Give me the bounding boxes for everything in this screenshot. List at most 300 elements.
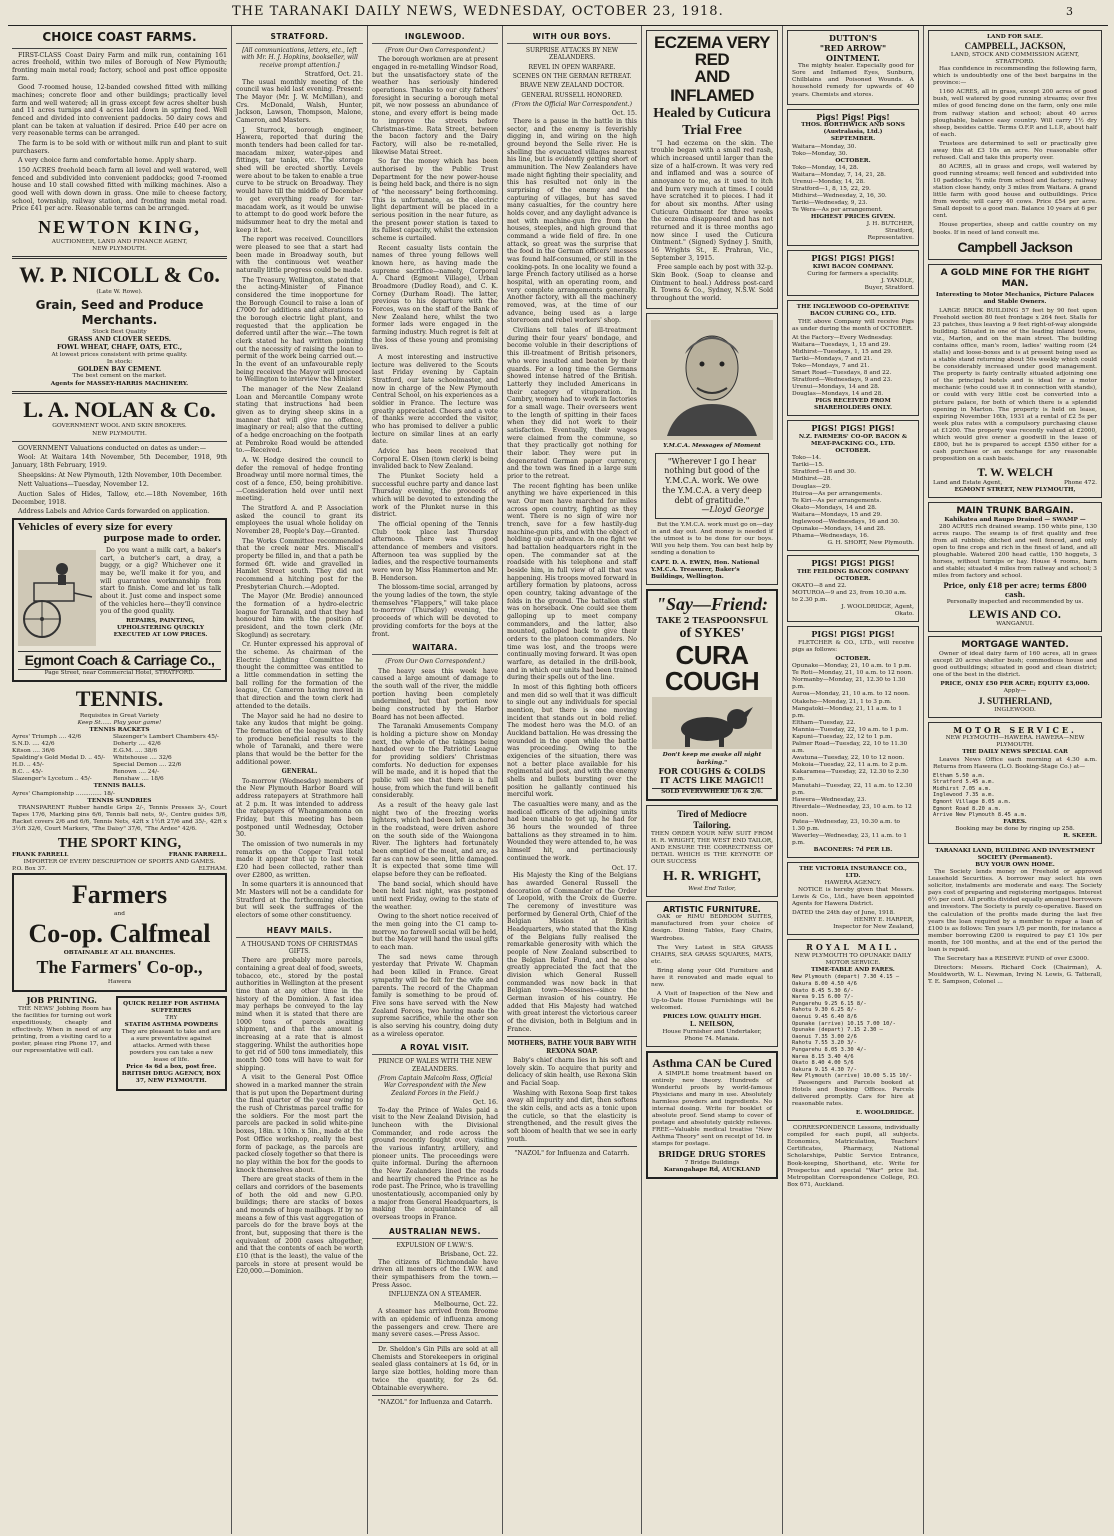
timetable-row: Eltham 5.50 a.m.: [933, 772, 985, 779]
tennis-left-list: [12, 734, 107, 783]
pig-schedule-row: Te Kiri—As per arrangements.: [792, 497, 882, 504]
pig-schedule-row: Eltham—Tuesday, 22.: [792, 719, 856, 726]
asth-2: A SIMPLE home treatment based on entirely new theory. Hundreds of Wonderful proofs by world-famous Physicians and many in use. Absolutely harmless powders and ingredients. No internal dosing. Write for booklet of absolute proof. Send stamp to cover of postage and absolutely quickly relieves. FREE—Valuable medical treatise "New Asthma Theory" sent on receipt of 1d. in stamps for postage.: [652, 1070, 772, 1148]
ymca-quote-box: [655, 453, 769, 520]
correspondence-ad: CORRESPONDENCE Lessons, individually compiled for each pupil, all subjects. Economics, Matriculation, Teachers' Certificates, Pharmacy, National Scholarships, Public Service Entrance, Book-keeping, Shorthand, etc. Write for Prospectus and special "War" price list. Metropolitan Correspondence College, P.O. Box 671, Auckland.: [787, 1125, 919, 1188]
boys-p5: The casualties were many, and as the medical officers of the adjoining units had been unable to get up, he had for 36 hours the wounded of three battalions as they streamed in to him. Wounded they were attended to, he was himself hit, and pertinaciously continued the work.: [507, 801, 637, 862]
pig-schedule-row: Douglas—Mondays, 14 and 28.: [792, 391, 884, 398]
sykes-1: "Say—Friend:: [656, 593, 768, 614]
rexona-p7: Baby's chief charm lies in his soft and lovely skin. To acquire that purity and delicacy of skin health, use Rexona Skin and Facial Soap.: [507, 1056, 637, 1087]
choice-title: CHOICE COAST FARMS.: [42, 30, 197, 44]
building-society-ad: [928, 848, 1102, 986]
mort-body: Owner of ideal dairy farm of 160 acres, all in grass except 20 acres shelter bush; commodious house and good outbuildings; situated in good and clean district; one of the best in the district.: [933, 651, 1097, 679]
motor-head: MOTOR SERVICE.: [953, 724, 1077, 735]
art-2: The Very Latest in SEA GRASS CHAIRS, SEA GRASS SQUARES, MATS, etc.: [651, 944, 773, 965]
nicoll-l3: FOWL WHEAT, CHAFF, OATS, ETC.,: [56, 344, 183, 352]
p1-sig3: Representative.: [867, 235, 914, 242]
bs-head: TARANAKI LAND, BUILDING AND INVESTMENT SOCIETY (Permanent).: [935, 847, 1095, 862]
expulsion-head: EXPULSION OF I.W.W.'S.: [396, 1241, 474, 1249]
p1-sig: J. H. BUTCHER,: [866, 221, 914, 228]
pig-schedule-row: Toko—Monday, 14, 28.: [792, 164, 859, 171]
stratford-title: STRATFORD.: [236, 32, 363, 44]
rm-sub: NEW PLYMOUTH TO OPUNAKE DAILY MOTOR SERVICE.: [794, 953, 912, 967]
inglewood-p2: So far the money which has been authorised by the Public Trust Department for the new power-house is being held back, and there is no sign of "the necessary" being forthcoming. This is unfortunate, as the electric light department will be placed in a serious position in the near future, as the present power station is taxed to its fullest capacity, whilst the extension scheme is curtailed.: [372, 158, 498, 242]
pig-schedule-row: At the Factory—Every Wednesday.: [792, 334, 893, 341]
waitara-w4: The band social, which should have been held last night, was postponed until next Friday, owing to the state of the weather.: [372, 880, 498, 911]
p3-note: PIGS RECEIVED FROM SHAREHOLDERS ONLY.: [814, 398, 892, 412]
pig-schedule-row: Opunake—Mondays, 14 and 28.: [792, 525, 886, 532]
farrell-left: FRANK FARRELL: [12, 851, 69, 858]
with-our-boys-subhead: BRAVE NEW ZEALAND DOCTOR.: [519, 82, 625, 90]
asth-3: BRIDGE DRUG STORES: [658, 1149, 766, 1160]
mort-sig2: INGLEWOOD.: [994, 706, 1036, 713]
timetable-row: Pungarehu 8.05 3.30 4/-: [792, 1046, 867, 1053]
ymca-body: But the Y.M.C.A. work must go on—day in and day out. And money is needed if the utmost is to be done for our boys. Will you help them. You can best help by sending a donation to: [651, 522, 773, 557]
pig-schedule-row: Auroa—Monday, 21, 10 a.m. to 12 noon.: [792, 691, 910, 698]
timetable-row: Egmont Road 8.20 a.m.: [933, 805, 1002, 812]
gold-head: A GOLD MINE FOR THE RIGHT MAN.: [940, 267, 1090, 289]
timetable-row: Oaonui 7.35 3.00 2/6: [792, 1033, 857, 1040]
cuticura-heal1: Healed by Cuticura: [653, 106, 771, 122]
timetable-row: Oakura 8.00 4.50 4/6: [792, 980, 857, 987]
art-title: ARTISTIC FURNITURE.: [663, 904, 761, 914]
motor-service-ad: [928, 722, 1102, 844]
timetable-row: Opunake (depart) 7.15 2.30 —: [792, 1027, 883, 1034]
tennis-balls: TENNIS BALLS.: [93, 783, 146, 790]
sykes-5: COUGH: [664, 666, 760, 697]
pig-schedule-row: Mannia—Tuesday, 22, 10 a.m. to 1 p.m.: [792, 726, 909, 733]
pig-schedule-row: Pihama—Wednesdays, 16.: [792, 532, 869, 539]
nolan-intro: GOVERNMENT Valuations conducted on dates as under:—: [18, 444, 207, 452]
newton-king-place: NEW PLYMOUTH.: [92, 246, 147, 253]
motor-book: Booking may be done by ringing up 258.: [955, 825, 1075, 832]
mortgage-ad: [928, 636, 1102, 717]
boys-p2: Civilians tell tales of ill-treatment during their four years' bondage, and become voluble in their descriptions of this ill-treatment of British prisoners, who were insulted and beaten by their guards. For a long time the Germans showed intense hatred of the British. Latterly they included Americans in their category of vituperation. In Cambry, women had to work in factories for a small wage. Their overseers went to the length of spitting in their faces when they did not work to their satisfaction. Eventually, their wages were claimed from the commune, so that they practically got nothing for their labor. They were put in degenerated German paper currency, and the town was fined in a large sum prior to the retreat.: [507, 327, 637, 480]
timetable-row: Okato 8.45 5.30 6/-: [792, 987, 854, 994]
ymca-caption: Y.M.C.A. Messages of Moment: [663, 442, 761, 449]
inglewood-title: INGLEWOOD.: [372, 32, 498, 44]
dog-icon: [667, 699, 757, 747]
column-2: [232, 26, 368, 1534]
royal-r1: To-day the Prince of Wales paid a visit to the New Zealand Division, had luncheon with the Divisional Commander, and rode across the ground recently fought over, visiting the various infantry, artillery, and pioneer units. The proceedings were quite informal. During the afternoon the New Zealanders lined the roads and heartily cheered the Prince as he rode past. The Prince, who is travelling unostentatiously, accompanied only by a major from General Headquarters, is making the acquaintance of all overseas troops in France.: [372, 1106, 498, 1221]
heavy-h3: There are great stacks of them in the cellars and corridors of the basements of both the old and new G.P.O. buildings; there are stacks of boxes and mounds of huge mailbags. If by no means a few of this vast aggregation of parcels do for the brave boys at the front, but, supposing that there is the equivalent of 2000 cases altogether, and that the contents of each be worth £10 (that is the least), the value of the parcels in store at present would be £20,000.—Dominion.: [236, 1176, 363, 1276]
nolan-place: NEW PLYMOUTH.: [92, 430, 147, 437]
p1-head: Pigs! Pigs! Pigs!: [816, 111, 890, 122]
farrell-town: ELTHAM.: [198, 866, 227, 873]
nicoll-l4: At lowest prices consistent with prime quality.: [51, 351, 188, 358]
farrell-box: P.O. Box 37.: [12, 866, 47, 873]
pig-schedule-row: Inglewood—Wednesdays, 16 and 30.: [792, 518, 900, 525]
stratford-p8: The Works Committee recommended that the creek near Mrs. Miscall's property be filled in, and that a path be formed 6ft. wide and gravelled in Hamlet Street south. They did not recommend a hitching post for the Presbyterian Church.—Adopted.: [236, 537, 363, 591]
waitara-title: WAITARA.: [372, 643, 498, 655]
nolan-r2: Sheepskins: At New Plymouth, 12th November, 10th December.: [18, 471, 223, 479]
heavy-mails-title: HEAVY MAILS.: [236, 926, 363, 938]
p1-rows: [792, 144, 914, 158]
timetable-row: Rahotu 9.30 6.25 8/-: [792, 1007, 857, 1014]
wright-1: Tired of Mediocre: [677, 809, 747, 820]
pig-schedule-row: Urenui—Mondays, 14 and 28.: [792, 384, 880, 391]
waitara-w1: The heavy seas this week have caused a large amount of damage to the south wall of the river, the middle portion having been completely undermined, but that portion now being constructed by the Harbor Board has not been affected.: [372, 667, 498, 721]
cuticura-ad: [646, 30, 778, 309]
tennis-racket-row: Ayres' Triumph .... 42/6: [12, 734, 82, 741]
influenza-date: Melbourne, Oct. 22.: [433, 1300, 498, 1308]
tennis-sundries: TENNIS SUNDRIES: [87, 797, 152, 804]
stratford-p3: The report was received. Councillors were pleased to see that a start had been made in Broadway south, but with the continuous wet weather naturally little progress could be made.: [236, 236, 363, 274]
stratford-p10: Cr. Hunter expressed his approval of the scheme. As chairman of the Electric Lighting Committee he thought the committee was entitled to a little commendation in setting the ball rolling for the formation of the league, Cr. Cameron having moved in that direction and the town clerk had attended to the details.: [236, 641, 363, 710]
asthma-from: BRITISH DRUG AGENCY, BOX 37, NEW PLYMOUTH.: [121, 1071, 221, 1085]
bs-buy: BUY YOUR OWN HOME.: [975, 862, 1055, 869]
tennis-racket-row: Special Demon .... 22/6: [113, 762, 182, 769]
tennis-title: TENNIS.: [75, 686, 164, 712]
land-name: CAMPBELL, JACKSON,: [964, 41, 1066, 52]
pig-schedule-row: Awatuna—Tuesday, 22, 10 to 12 noon.: [792, 755, 905, 761]
pig-schedule-row: Te Roti—Monday, 21, 10 a.m. to 12 noon.: [792, 670, 913, 677]
sykes-8: IT ACTS LIKE MAGIC!!: [660, 775, 764, 786]
tennis-racket-row: S.N.D. .... 42/6: [12, 741, 55, 748]
nolan-r3: Nett Valuations—Tuesday, November 12.: [18, 481, 149, 489]
sykes-6: Don't keep me awake all night barking.": [662, 752, 762, 766]
pig-schedule-row: Waitara—Mondays, 15 and 29.: [792, 511, 883, 518]
p2-sig: J. YANDLE,: [881, 278, 914, 285]
expulsion-date: Brisbane, Oct. 22.: [440, 1251, 498, 1259]
asthma-title: QUICK RELIEF FOR ASTHMA SUFFERERS: [123, 1000, 220, 1014]
wright-2: Tailoring.: [693, 820, 731, 831]
rm-sig: E. WOOLDRIDGE.: [855, 1110, 914, 1117]
trunk-sub: Kahikatea and Raupo Drained — SWAMP —: [944, 516, 1086, 523]
pig-schedule-row: Normanby—Monday, 21, 12.30 to 1.30 p.m.: [792, 677, 906, 691]
p4-co: N.Z. FARMERS' CO-OP. BACON & MEAT-PACKING CO., LTD.: [798, 434, 908, 448]
column-3: [368, 26, 503, 1534]
masthead: [8, 4, 1108, 26]
page-number: 3: [1066, 5, 1074, 18]
choice-p3: The farm is to be sold with or without milk run and plant to suit purchasers.: [12, 140, 227, 155]
motor-fare: FARES.: [1003, 818, 1027, 825]
nolan-name: L. A. NOLAN & Co.: [23, 396, 216, 422]
pig-schedule-row: MOTUROA—9 and 23, from 10.30 a.m. to 2.30 p.m.: [792, 590, 907, 604]
trunk-insp: Personally inspected and recommended by us.: [946, 599, 1084, 606]
timetable-row: Oaonui 9.45 6.40 8/6: [792, 1013, 857, 1020]
pig-schedule-row: Douglas—29.: [792, 483, 831, 490]
land-acres80: 80 ACRES, all in grass and crops, well watered by good running streams; well fenced and subdivided into 10 paddocks; ¾ mile from school and factory; railway station close handy, only 3 miles from Waitara. A grand little farm with good house and outbuildings. Price from words; will carry 40 cows. Price £54 per acre. Small deposit to a good man. Balance 10 years at 6 per cent.: [933, 163, 1097, 220]
p4-head: PIGS! PIGS! PIGS!: [811, 423, 895, 434]
p6-rows: [792, 663, 914, 847]
ymca-ad: [646, 313, 778, 585]
tennis-racket-row: B.C. .. 45/-: [12, 769, 43, 776]
egmont-repairs: REPAIRS, PAINTING, UPHOLSTERING QUICKLY EXECUTED AT LOW PRICES.: [113, 617, 208, 639]
mort-apply: Apply—: [1003, 688, 1027, 695]
boys-p6: His Majesty the King of the Belgians has awarded General Russell the decoration of Commander of the Order of Leopold, with the Croix de Guerre. The ceremony of investiture was performed by General Orth, Chief of the Belgian Mission at British Headquarters, who stated that the King of the Belgians fully realised the remarkable generosity with which the people of New Zealand subscribed to the Belgian Relief Fund, and he also greatly appreciated the fact that the division which General Russell commanded was now back in that Belgian town—Messines—since the German invasion of his country. He added that His Majesty had watched with great interest the victorious career of the division, both in Belgium and in France.: [507, 872, 637, 1033]
nolan-r1: Wool: At Waitara 14th November, 5th December, 1918, 9th January, 18th February, 1919.: [12, 454, 227, 469]
timetable-row: Warea 9.15 6.00 7/-: [792, 994, 854, 1001]
tennis-ad: [12, 686, 227, 873]
inglewood-p4: A most interesting and instructive lecture was delivered to the Scouts last Friday evening by Captain Stratford, our late schoolmaster, and now in charge of the New Plymouth Central School, on his experiences as a soldier in France. The lecture was greatly appreciated. Cheers and a vote of thanks were accorded the visitor, who has promised to deliver a public lecture on similar lines at an early date.: [372, 353, 498, 446]
p3-head: THE INGLEWOOD CO-OPERATIVE BACON CURING CO., LTD.: [796, 304, 910, 318]
nicoll-l1: Stock Best Quality: [92, 329, 147, 336]
gold-sub: Interesting to Motor Mechanics, Picture Palaces and Stable Owners.: [936, 291, 1094, 305]
aus-a1: The citizens of Richmondale have driven all members of the I.W.W. and their sympathisers from the town.—Press Assoc.: [372, 1258, 498, 1289]
nolan-desc: GOVERNMENT WOOL AND SKIN BROKERS.: [52, 423, 187, 430]
cuticura-body: "I had eczema on the skin. The trouble began with a small red rash, which increased until larger than the size of a half-crown. It was very red and inflamed and was a source of annoyance to me, as it used to itch and burn very much at times. I could have scratched it to pieces. I had it for about six months. After using Cuticura Ointment for three weeks the eczema disappeared and has not returned and it is three months ago now since I used the Cuticura Ointment." (Signed) Sydney J. Smith, 16 Wrights St., E. Prahran, Vic., September 3, 1915.: [651, 139, 773, 262]
influenza-head: INFLUENZA ON A STEAMER.: [388, 1291, 482, 1299]
choice-coast-farms-ad: [12, 30, 227, 253]
inglewood-p8: The blossom-time social, arranged by the young ladies of the town, the style themselves "Flappers," will take place to-morrow (Thursday) evening, the proceeds of which will be devoted to providing comforts for the boys at the front.: [372, 584, 498, 638]
royal-visit-sub: PRINCE OF WALES WITH THE NEW ZEALANDERS.: [378, 1058, 492, 1073]
borthwick-pigs-ad: [787, 109, 919, 247]
kiwi-bacon-ad: [787, 250, 919, 296]
pig-schedule-row: Waverley—Wednesday, 23, 11 a.m. to 1 p.m.: [792, 832, 907, 846]
p6-head: PIGS! PIGS! PIGS!: [811, 629, 895, 640]
p6-month: OCTOBER.: [835, 656, 871, 663]
pig-schedule-row: Patea—Wednesday, 23, 10.30 a.m. to 1.30 p.m.: [792, 818, 901, 832]
royal-visit-date: Oct. 16.: [472, 1098, 498, 1106]
gold-sig2: Land and Estate Agent,: [933, 479, 1003, 486]
p5-co: THE FEILDING BACON COMPANY: [797, 568, 909, 575]
p1-note: HIGHEST PRICES GIVEN.: [810, 214, 896, 221]
dutton-t1: DUTTON'S: [828, 33, 878, 43]
pig-schedule-row: Tariki—15.: [792, 462, 824, 469]
land-house: House properties, sheep and cattle country on my books. If in need of land consult me.: [933, 222, 1097, 236]
farmers-l4: The Farmers' Co-op.,: [36, 956, 203, 977]
nicoll-head: Grain, Seed and Produce Merchants.: [35, 298, 204, 327]
asthma-relief-ad: [116, 996, 228, 1091]
waitara-w6: The sad news came through yesterday that Private W. Chapman had been killed in France. Great sympathy will be felt for the wife and parents. The record of the Chapman family is something to be proud of. Five sons have served with the New Zealand Forces, two having made the supreme sacrifice, while the other son is also serving his country, doing duty as a wireless operator.: [372, 953, 498, 1038]
trunk-sig2: WANGANUI.: [996, 621, 1034, 628]
p5-rows: [792, 583, 914, 604]
rm-timetable: [792, 974, 914, 1080]
pig-schedule-row: Midhirst—28.: [792, 476, 833, 483]
royal-mail-ad: [787, 939, 919, 1121]
asth-5: Karangahape Rd, AUCKLAND: [663, 1167, 761, 1174]
lloyd-george-portrait: [651, 320, 773, 440]
ymca-addr: CAPT. D. A. EWEN, Hon. National Y.M.C.A. Treasurer, Baker's Buildings, Wellington.: [651, 559, 760, 580]
cuticura-body2: Free sample each by post with 32-p. Skin Book. (Soap to cleanse and Ointment to heal.) Address post-card R. Towns & Co., Sydney, N.S.W. Sold throughout the world.: [651, 264, 773, 302]
land-trustees: Trustees are determined to sell or practically give away this at £3 10s an acre. No reasonable offer refused. Call and take this property over.: [933, 140, 1097, 161]
p1-co: THOS. BORTHWICK AND SONS (Australasia, Ltd.): [801, 122, 905, 136]
tennis-keep: Keep St...... Play your game!: [77, 719, 162, 726]
tennis-racket-row: Kitson .... 36/6: [12, 748, 55, 755]
job-body: THE NEWS' Jobbing Room has the facilities for turning out work expeditiously, cheaply and effectively. When in need of any printing, from a visiting card to a poster, please ring Phone 17, and our representative will call.: [12, 1005, 112, 1054]
choice-p1: FIRST-CLASS Coast Dairy Farm and milk run, containing 161 acres freehold, within two miles of Borough of New Plymouth; fronting main metal road; factory, school and post office opposite farm.: [12, 51, 227, 82]
p4-rows: [792, 455, 914, 540]
pig-schedule-row: Stratford—Wednesdays, 9 and 23.: [792, 377, 893, 383]
tennis-racket-row: Spalding's Gold Medal D. .. 45/-: [12, 755, 106, 762]
motor-intro: Leaves News Office each morning at 4.30 a.m. Returns from Hawera (L.O. Booking-Stage Co.) at—: [933, 756, 1097, 770]
inglewood-p6: The Plunket Society held a successful euchre party and dance last Thursday evening, the proceeds of which will be devoted to extending the work of the Plunket nurse in this district.: [372, 473, 498, 519]
tennis-racket-row: Renshaw .... 18/6: [113, 776, 164, 783]
pig-schedule-row: Tariki—Mondays, 7 and 21.: [792, 355, 873, 362]
cart-icon: [20, 553, 94, 643]
general-heading: GENERAL.: [281, 768, 318, 776]
tennis-sub: Requisites in Great Variety: [79, 712, 160, 719]
nicoll-late: (Late W. Rowe).: [96, 288, 143, 295]
feilding-bacon-ad: [787, 555, 919, 622]
boys-p4: In most of this fighting both officers and men did so well that it was difficult to single out any individuals for special mention, but there is one moving incident that stands out in bold relief. The modest hero was the M.O. of an Auckland battalion. He was dressing the wounded in the open while the battle was proceeding. Owing to the exigencies of the situation, there was not a better place available for his regimental aid post, and with the enemy shells and bullets bursting over the position he gallantly continued his merciful work.: [507, 684, 637, 799]
boys-date1: Oct. 15.: [611, 110, 637, 118]
pig-schedule-row: Tariki—Wednesday, 9, 23.: [792, 200, 868, 206]
art-7: House Furnisher and Undertaker,: [662, 1028, 762, 1035]
sykes-7: FOR COUGHS & COLDS: [658, 765, 766, 776]
with-our-boys-heads: [507, 47, 637, 99]
egmont-name: Egmont Coach & Carriage Co.,: [18, 651, 221, 670]
pig-schedule-row: Toko—14.: [792, 455, 821, 462]
tennis-champ: Ayres' Championship .............. 18/-: [12, 790, 115, 797]
nicoll-ad: [12, 262, 227, 387]
inglewood-p7: The official opening of the Tennis Club took place last Thursday afternoon. There was a good attendance of members and visitors. Afternoon tea was supplied by the ladies, and the respective tournaments were won by Miss Hammerton and Mr. B. Henderson.: [372, 521, 498, 582]
australian-news-title: AUSTRALIAN NEWS.: [372, 1227, 498, 1239]
timetable-row: New Plymouth (depart) 7.30 4.15 —: [792, 974, 900, 981]
with-our-boys-subhead: SCENES ON THE GERMAN RETREAT.: [512, 73, 632, 81]
land-farm: 1160 ACRES, all in grass, except 200 acres of good bush, well watered by good running streams; over five miles of good fencing done on the farm, only one mile from railway station and school; about 40 acres ploughable, balance easy country. Will carry 1½ dry sheep, besides cattle. Terms O.F.P. and L.I.P., about half of each.: [933, 89, 1097, 138]
waitara-w2: The Taranaki Amusements Company is holding a picture show on Monday next, the whole of the takings being handed over to the Patriotic League for providing soldiers' Christmas comforts. No deduction for expenses will be made, and it is hoped that the public will see that there is a full house, from which the fund will benefit considerably.: [372, 723, 498, 800]
timetable-row: Stratford 5.45 a.m.: [933, 779, 995, 786]
with-our-boys-subhead: GENERAL RUSSELL HONORED.: [521, 91, 623, 99]
wright-5: West End Tailor,: [688, 885, 736, 892]
motor-sub2: THE DAILY NEWS SPECIAL CAR: [962, 749, 1068, 756]
bs-sec: The Secretary has a RESERVE FUND of over £3000.: [934, 955, 1089, 962]
p1-month2: OCTOBER.: [835, 157, 871, 164]
gold-mine-ad: [928, 264, 1102, 498]
pig-schedule-row: Kapuni—Tuesday, 22, 12 to 1 p.m.: [792, 733, 893, 740]
tennis-racket-row: E.G.M. .... 38/6: [113, 748, 158, 755]
p3-body: THE above Company will receive Pigs as under during the month of OCTOBER.: [792, 318, 914, 332]
asthma-cured-ad: [646, 1051, 778, 1179]
stratford-p9: The Mayor (Mr. Brodie) announced the formation of a hydro-electric league for Taranaki, and that they had honoured him with the position of president, and the town clerk (Mr. Skoglund) as secretary.: [236, 593, 363, 639]
mort-head: MORTGAGE WANTED.: [961, 640, 1069, 651]
waitara-w5: Owing to the short notice received of the men going into the C1 camp to-morrow, no farewell social will be held, but the Mayor will hand the usual gifts to each man.: [372, 913, 498, 952]
stratford-p5: The manager of the New Zealand Loan and Mercantile Company wrote stating that instructions had been given as to drying sheep skins in a manner that will give no offence, imaginary or real; also that the cutting of a hedge encroaching on the footpath at Pembroke Road would be attended to.—Received.: [236, 385, 363, 455]
stratford-dateline: Stratford, Oct. 21.: [304, 71, 363, 79]
pig-schedule-row: Midhirst—Tuesdays, 1, 15 and 29.: [792, 348, 893, 355]
pig-schedule-row: Toko—Monday, 30.: [792, 150, 848, 157]
p2-head: PIGS! PIGS! PIGS!: [811, 253, 895, 264]
vic-sub: HAWERA AGENCY.: [824, 880, 882, 886]
sykes-4: CURA: [675, 640, 749, 671]
farrell-right: FRANK FARRELL.: [168, 851, 227, 858]
sport-king: THE SPORT KING,: [57, 835, 182, 851]
mort-price: PRICE, ONLY £50 PER ACRE; EQUITY £3,000.: [940, 681, 1090, 688]
rexona-head: MOTHERS, BATHE YOUR BABY WITH REXONA SOAP.: [507, 1040, 637, 1055]
tennis-rackets: TENNIS RACKETS: [89, 726, 150, 733]
land-intro: Has confidence in recommending the following farm, which is undoubtedly one of the best bargains in the province:—: [933, 66, 1097, 87]
job-title: JOB PRINTING.: [26, 994, 97, 1005]
vic-body: NOTICE is hereby given that Messrs. Lewis & Co., Ltd., have been appointed Agents for Hawera District.: [792, 887, 914, 908]
p5-sig: J. WOOLDRIDGE, Agent,: [841, 604, 914, 611]
gold-sig: T. W. WELCH: [977, 465, 1053, 480]
main-trunk-ad: [928, 502, 1102, 632]
bs-dir: Directors: Messrs. Richard Cock (Chairman), A. Mouldworth, W. L. Newman, Irving N. Lewis, G. Tatterall, T. E. Sampson, Colonel ...: [928, 964, 1102, 986]
pig-schedule-row: Otakeho—Monday, 21, 1 to 3 p.m.: [792, 698, 892, 705]
egmont-body: Do you want a milk cart, a baker's cart, a butcher's cart, a dray, a buggy, or a gig? Whichever one it may be, we'll make it for you, and will guarantee workmanship from start to finish. Come and let us talk about it. Just come and inspect some of the vehicles here—they'll convince you of the good quality.: [100, 546, 221, 616]
nicoll-l2: GRASS AND CLOVER SEEDS.: [68, 336, 171, 344]
tennis-racket-row: Slazenger's Lambert Chambers 45/-: [113, 734, 219, 741]
newton-king-name: NEWTON KING,: [38, 217, 201, 238]
column-4: [503, 26, 642, 1534]
art-5: PRICES LOW. QUALITY HIGH.: [662, 1014, 762, 1021]
waitara-corr: (From Our Own Correspondent.): [385, 658, 485, 666]
timetable-row: Warea 8.15 3.40 4/6: [792, 1053, 854, 1060]
choice-p2: Good 7-roomed house, 12-banded cowshed fitted with milking machines; concrete floor and other buildings; practically level farm and well watered; all in grass except few acres shelter bush and 11 acres turnips and 4 acres laid down in spring feed. Well fenced and divided into convenient paddocks. 50 dairy cows and plant can be taken at valuation if desired. Price £40 per acre on very reasonable terms can be arranged.: [12, 84, 227, 138]
pig-schedule-row: Opunake—Monday, 21, 10 a.m. to 1 p.m.: [792, 663, 912, 670]
nicoll-l6: GOLDEN BAY CEMENT.: [77, 365, 162, 373]
dutton-t3: OINTMENT.: [826, 52, 880, 63]
dutton-body: The mighty healer. Especially good for Sore and Inflamed Eyes, Sunburn, Chilblains and Poisoned Wounds. A household remedy for upwards of 40 years. Chemists and stores.: [792, 63, 914, 98]
stratford-p6: A. W. Hodge desired the council to defer the removal of hedge fronting Broadway until more normal times, the cost of a fence, £50, being prohibitive.—Consideration held over until next meeting.: [236, 457, 363, 503]
p1-sig2: Stratford,: [885, 228, 914, 235]
trunk-price: Price, only £18 per acre; terms £800 cash.: [943, 581, 1087, 599]
art-8: Phone 74. Manaia.: [684, 1035, 740, 1042]
stratford-p4: The Treasury, Wellington, stated that the acting-Minister of Finance considered the time inopportune for the Borough Council to raise a loan of £7000 for additions and alterations to the borough electric light plant, and requested that the application be deferred until after the war.—The town clerk stated he had written pointing out the necessity of raising the loan to permit of the work being carried out.—In the event of an unfavourable reply being received the Mayor will proceed to Wellington to interview the Minister.: [236, 276, 363, 384]
farmers-l2: Co-op. Calfmeal: [28, 918, 211, 948]
tennis-racket-row: H.D. .. 45/-: [12, 762, 44, 769]
cuticura-head1: ECZEMA VERY RED: [653, 33, 771, 69]
pig-schedule-row: Waitara—Tuesdays, 1, 15 and 29.: [792, 341, 891, 348]
pig-schedule-row: OKATO—8 and 22.: [792, 582, 847, 589]
timetable-row: Egmont Village 8.05 a.m.: [933, 799, 1011, 806]
pig-schedule-row: Stratford—16 and 30.: [792, 469, 856, 476]
wright-3: THEN ORDER YOUR NEW SUIT FROM H. R. WRIGHT, THE WEST END TAILOR, AND ENSURE THE CORRECTNESS OF DETAIL WHICH IS THE KEYNOTE OF OUR SUCCESS: [651, 831, 773, 866]
inglewood-p1: The borough workmen are at present engaged in re-metalling Windsor Road, but the unsatisfactory state of the weather has seriously hindered operations. Thanks to our city fathers' foresight in securing a borough metal pit, we now possess an abundance of stone, and every effort is being made to improve the streets before Christmas-time. Rata Street, between the bacon factory and the Dairy Factory, will also be re-metalled, likewise Matai Street.: [372, 56, 498, 156]
pig-schedule-row: Manutahi—Tuesday, 22, 11 a.m. to 12.30 p.m.: [792, 783, 913, 797]
timetable-row: Midhirst 7.05 a.m.: [933, 785, 992, 792]
pig-schedule-row: Urenui—Monday, 14, 28.: [792, 178, 866, 185]
asthma-price: Price 4s 6d a box, post free.: [126, 1064, 217, 1071]
with-our-boys-title: WITH OUR BOYS.: [507, 32, 637, 44]
motor-timetable: [933, 773, 1097, 819]
tennis-racket-row: Doherty .... 42/6: [113, 741, 161, 748]
gold-body: LARGE BRICK BUILDING 57 feet by 90 feet upon Freehold section 80 feet frontage x 264 feet. Stalls for 23 patches, thus leaving a 9 feet right-of-way alongside building. Situated in one of the leading inland towns, viz., Marton, and on the main street. The building contains office, man's room, ladies' waiting room (24 stalls) and loose-boxes and is at present being used as a stable stand returning about 50s weekly which could be considerably increased under good management. The property is fairly centrally situated adjoining one of the principal hotels and is ideal for a motor mechanic (who could use it in connection with stands), or could with very little cost be converted into a picture palace, for both of which there is a splendid opening in Marton. The property is held on lease, expiring November 16th, 1931 at a rental of £2 5s per week plus rates with a compulsory purchasing clause at £1200. The property was recently valued at £2000, which would give owner a goodwill in the lease of £800, but he is prepared to accept £550 either for a cash purchase or an exchange for any reasonable proposition on a cash basis.: [933, 307, 1097, 463]
timetable-row: Arrive New Plymouth 8.45 a.m.: [933, 812, 1028, 819]
with-our-boys-subhead: REVEL IN OPEN WARFARE.: [528, 63, 616, 71]
asth-1: Asthma CAN be Cured: [652, 1055, 772, 1070]
pig-schedule-row: Waitara—Monday, 7, 14, 21, 28.: [792, 171, 886, 178]
egmont-addr: Page Street, near Commercial Hotel, STRATFORD.: [44, 669, 195, 676]
stratford-p7: The Stratford A. and P. Association asked the council to grant its employees the usual whole holiday on November 28, People's Day.—Granted.: [236, 505, 363, 536]
stratford-p2: J. Sturrock, borough engineer, Hawera, reported that during the month tenders had been called for tar-macadam mixer, water-pipes and fittings, tar tanks, etc. The storage shed will be erected shortly. Levels were about to be taken to enable a true curve to be struck on Broadway. They would have till the middle of December to get everything ready for tar-macadam work, as it would be unwise to attempt to do good work before the midsummer heat to dry the metal and keep it hot.: [236, 126, 363, 234]
timetable-row: Opunake (arrive) 10.15 7.00 10/-: [792, 1020, 896, 1027]
egmont-head1: Vehicles of every size for every: [18, 522, 173, 533]
boys-p1: There is a pause in the battle in this sector, and the enemy is feverishly digging in, and wiring on the high ground beyond the Selle river. He is shelling the evacuated villages nearest his line, but is evidently getting short of ammunition. The New Zealanders have made night fighting their speciality, and this has resulted not only in the surprising of the enemy and the capturing of villages, but has saved many casualties, for the country here holds cover, and any daylight advance is met with machine-gun fire from the houses, steeples, and high ground that command a wide field of fire. In one attack, so great was the surprise that the food in the German officers' messes was found half-consumed, or still in the cooking-pots. In one locality we found a large French factory utilised as a horse hospital, with an operating room, and very complete arrangements generally. Another factory, with all the machinery removed, was, at the time of our advance, being used as a large storeroom and rebel workers' shop.: [507, 118, 637, 325]
royal-visit-title: A ROYAL VISIT.: [372, 1043, 498, 1055]
pig-schedule-row: Smart Road—Tuesdays, 8 and 22.: [792, 369, 892, 376]
timetable-row: Pungarehu 9.25 6.15 8/-: [792, 1000, 867, 1007]
portrait-icon: [657, 324, 767, 436]
heavy-h2: A visit to the General Post Office showed in a marked manner the strain that is put upon the Department during the final quarter of the year owing to the rush of Christmas parcel traffic for the soldiers. For the most part the parcels are packed in solid white-pine boxes, 18in. x 10in. x 5in., made at the Post Office workshop, really the best form of package, as the parcels are packed closely together so that there is no play within the box for the goods to knock themselves about.: [236, 1074, 363, 1174]
tennis-right-list: [113, 734, 227, 783]
p6-note: BACONERS: 7d PER LB.: [813, 846, 893, 853]
stratford-p13: The omission of two numerals in my remarks on the Copper Trail total made it appear that up to last week £20 had been collected, rather than over £2800, as written.: [236, 840, 363, 879]
pig-schedule-row: Okato—Mondays, 14 and 28.: [792, 504, 877, 511]
nicoll-l7: The best cement on the market.: [72, 373, 167, 380]
newton-king-desc: AUCTIONEER, LAND AND FINANCE AGENT,: [51, 239, 188, 246]
art-4: A Visit of Inspection of the New and Up-to-Date House Furnishings will be welcomed.: [651, 990, 773, 1012]
waitara-w3: As a result of the heavy gale last night two of the freezing works lighters, which had been left anchored in the roadstead, were driven ashore on the south side of the Waiongona River. The lighters had fortunately been emptied of the meat, and are, as far as can now be seen, little damaged. It is expected that some time will elapse before they can be refloated.: [372, 802, 498, 879]
motor-sig: R. SKEER.: [1063, 832, 1097, 839]
boys-date2: Oct. 17.: [611, 864, 637, 872]
vic-sig2: HENRY E. HARPER,: [853, 917, 914, 924]
cuticura-head2: AND INFLAMED: [670, 67, 754, 105]
timetable-row: Oakura 9.15 4.30 7/-: [792, 1066, 857, 1073]
pig-schedule-row: Mangatoki—Monday, 21, 11 a.m. to 1 p.m.: [792, 705, 902, 719]
aus-a2: A steamer has arrived from Broome with an epidemic of influenza among the passengers and crew. There are many severe cases.—Press Assoc.: [372, 1308, 498, 1339]
campbell-jackson-ad: [928, 30, 1102, 260]
p5-month: OCTOBER.: [835, 575, 871, 582]
column-6: [783, 26, 924, 1534]
pig-schedule-row: Waitara—Monday, 30.: [792, 143, 857, 150]
p1-rows2: [792, 165, 914, 214]
dutton-t2: "RED ARROW": [819, 42, 887, 53]
cart-illustration: [18, 550, 96, 646]
vic-sig: Inspector for New Zealand,: [833, 924, 914, 931]
